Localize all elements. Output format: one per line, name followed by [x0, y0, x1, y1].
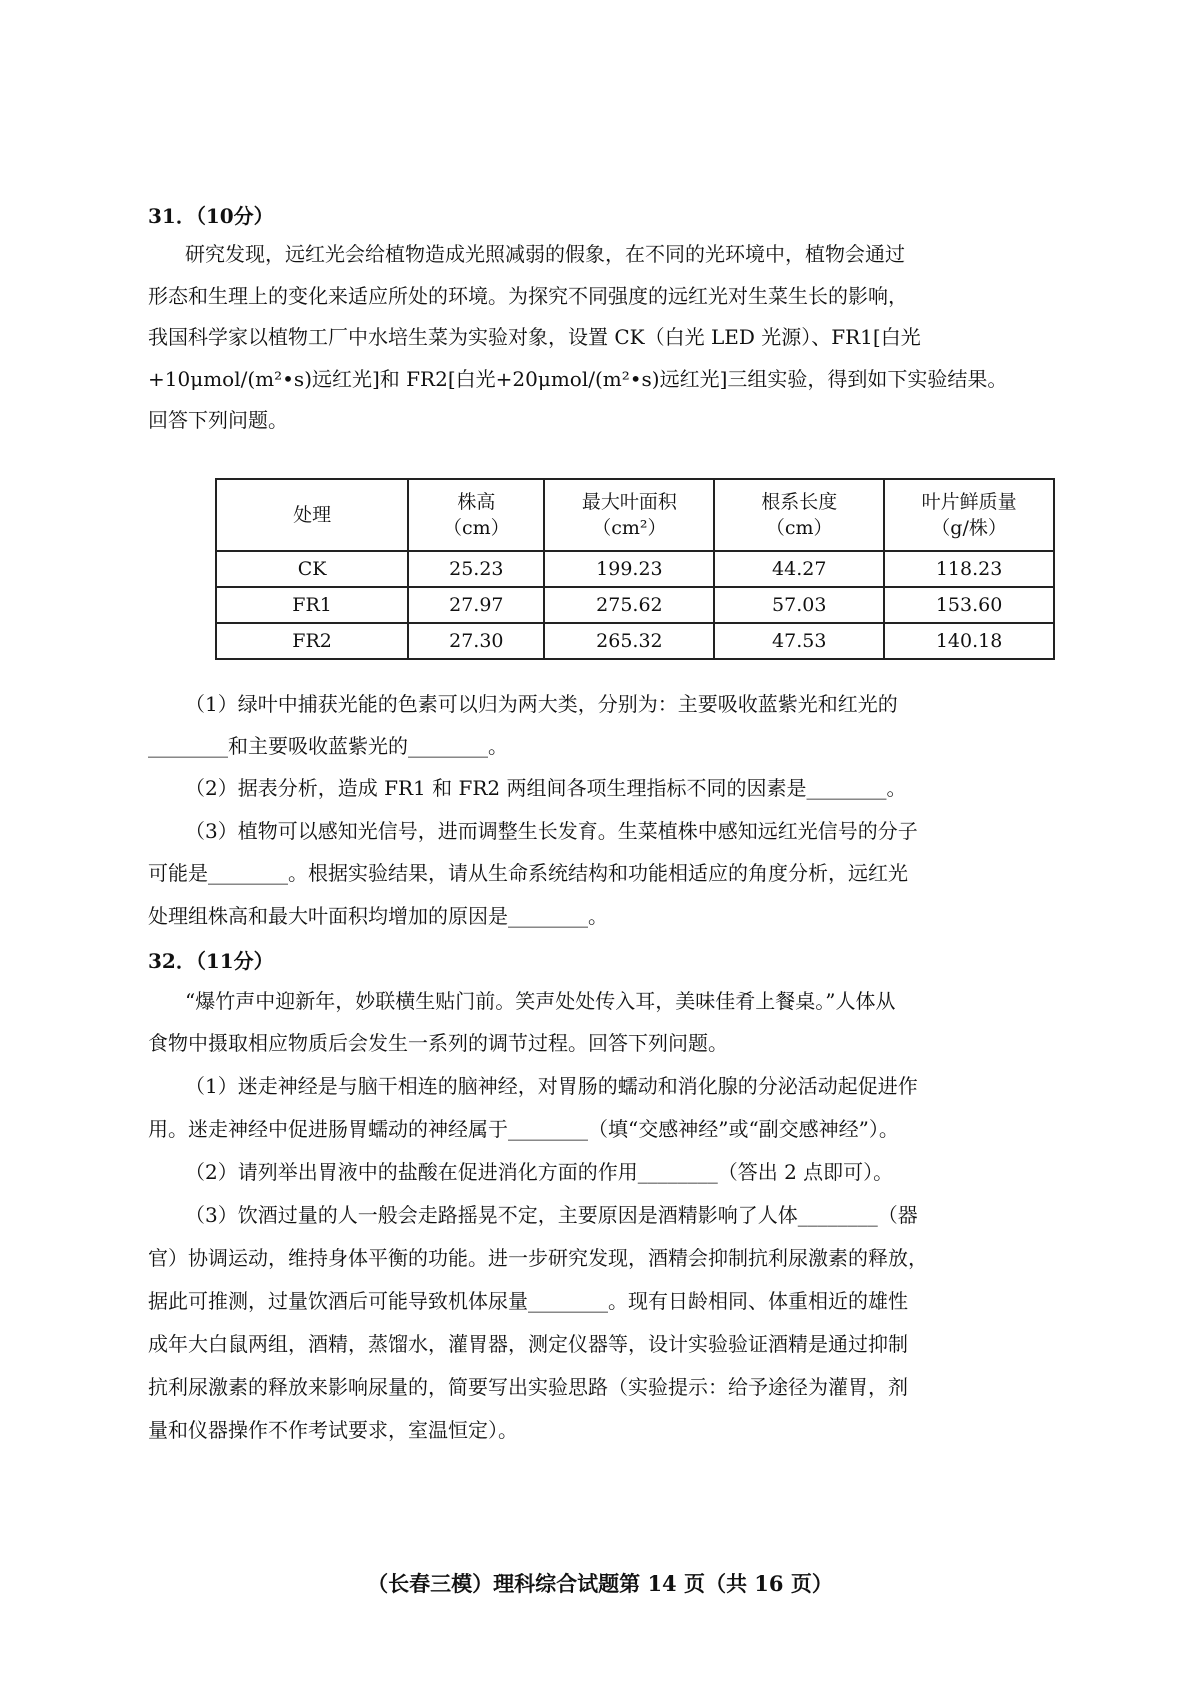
q31-intro-line: +10μmol/(m²•s)远红光]和 FR2[白光+20μmol/(m²•s)远红光]三组实验，得到如下实验结果。	[148, 367, 1008, 391]
results-table	[215, 478, 1055, 660]
header-treatment: 处理	[216, 479, 408, 551]
table-cell: 27.30	[408, 623, 544, 659]
header-plant-height: 株高 （cm）	[408, 479, 544, 551]
table-cell: 265.32	[544, 623, 714, 659]
q31-intro-line: 形态和生理上的变化来适应所处的环境。为探究不同强度的远红光对生菜生长的影响，	[148, 284, 908, 308]
q31-intro-line: 回答下列问题。	[148, 408, 288, 432]
q31-subquestion-line: ________和主要吸收蓝紫光的________。	[148, 734, 508, 758]
q32-subquestion-line: 量和仪器操作不作考试要求，室温恒定）。	[148, 1418, 518, 1442]
table-cell: CK	[216, 551, 408, 587]
q32-intro-line: “爆竹声中迎新年，妙联横生贴门前。笑声处处传入耳，美味佳肴上餐桌。”人体从	[185, 989, 896, 1013]
table-cell: 275.62	[544, 587, 714, 623]
question-31-number: 31．（10分）	[148, 204, 274, 228]
table-cell: FR2	[216, 623, 408, 659]
table-cell: 47.53	[714, 623, 884, 659]
q32-subquestion-line: （1）迷走神经是与脑干相连的脑神经，对胃肠的蠕动和消化腺的分泌活动起促进作	[185, 1074, 918, 1098]
q31-subquestion-line: （2）据表分析，造成 FR1 和 FR2 两组间各项生理指标不同的因素是________。	[185, 776, 907, 800]
header-max-leaf-area: 最大叶面积 （cm²）	[544, 479, 714, 551]
q32-subquestion-line: 官）协调运动，维持身体平衡的功能。进一步研究发现，酒精会抑制抗利尿激素的释放，	[148, 1246, 928, 1270]
table-header-row	[216, 479, 1054, 551]
q32-subquestion-line: 成年大白鼠两组，酒精，蒸馏水，灌胃器，测定仪器等，设计实验验证酒精是通过抑制	[148, 1332, 908, 1356]
table-cell: 199.23	[544, 551, 714, 587]
table-row	[216, 587, 1054, 623]
question-32-number: 32．（11分）	[148, 949, 274, 973]
table-cell: 44.27	[714, 551, 884, 587]
q31-intro-line: 我国科学家以植物工厂中水培生菜为实验对象，设置 CK（白光 LED 光源）、FR1[白光	[148, 325, 921, 349]
q31-subquestion-line: 处理组株高和最大叶面积均增加的原因是________。	[148, 904, 608, 928]
header-root-length: 根系长度 （cm）	[714, 479, 884, 551]
table-cell: 153.60	[884, 587, 1054, 623]
q32-subquestion-line: （3）饮酒过量的人一般会走路摇晃不定，主要原因是酒精影响了人体________（器	[185, 1203, 918, 1227]
page-footer: （长春三模）理科综合试题第 14 页（共 16 页）	[367, 1571, 833, 1596]
table-cell: 118.23	[884, 551, 1054, 587]
q32-intro-line: 食物中摄取相应物质后会发生一系列的调节过程。回答下列问题。	[148, 1031, 728, 1055]
q32-subquestion-line: 抗利尿激素的释放来影响尿量的，简要写出实验思路（实验提示：给予途径为灌胃，剂	[148, 1375, 908, 1399]
table-cell: 140.18	[884, 623, 1054, 659]
header-leaf-fresh-mass: 叶片鲜质量 （g/株）	[884, 479, 1054, 551]
q31-subquestion-line: 可能是________。根据实验结果，请从生命系统结构和功能相适应的角度分析，远红光	[148, 861, 908, 885]
q31-subquestion-line: （1）绿叶中捕获光能的色素可以归为两大类，分别为：主要吸收蓝紫光和红光的	[185, 692, 898, 716]
q32-subquestion-line: （2）请列举出胃液中的盐酸在促进消化方面的作用________（答出 2 点即可）。	[185, 1160, 894, 1184]
q31-intro-line: 研究发现，远红光会给植物造成光照减弱的假象，在不同的光环境中，植物会通过	[185, 242, 905, 266]
q32-subquestion-line: 用。迷走神经中促进肠胃蠕动的神经属于________（填“交感神经”或“副交感神经”）。	[148, 1117, 899, 1141]
table-cell: 27.97	[408, 587, 544, 623]
q32-subquestion-line: 据此可推测，过量饮酒后可能导致机体尿量________。现有日龄相同、体重相近的雄性	[148, 1289, 908, 1313]
table-row	[216, 623, 1054, 659]
table-cell: FR1	[216, 587, 408, 623]
q31-subquestion-line: （3）植物可以感知光信号，进而调整生长发育。生菜植株中感知远红光信号的分子	[185, 819, 918, 843]
table-cell: 25.23	[408, 551, 544, 587]
table-cell: 57.03	[714, 587, 884, 623]
table-row	[216, 551, 1054, 587]
